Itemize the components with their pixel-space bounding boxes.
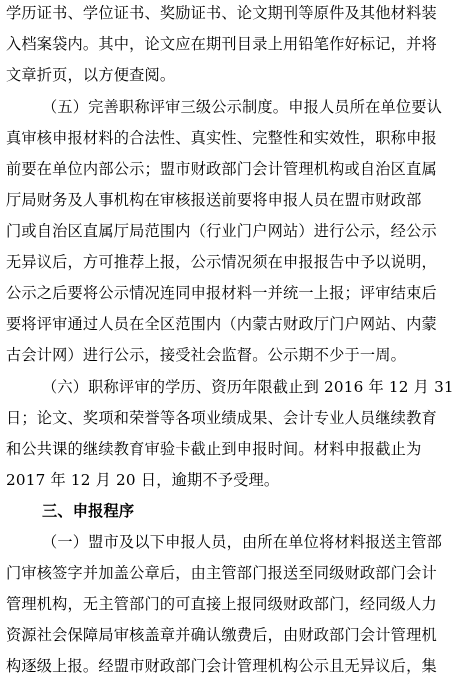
text-line: 构逐级上报。经盟市财政部门会计管理机构公示且无异议后，集	[6, 657, 437, 675]
text-line: 门审核签字并加盖公章后，由主管部门报送至同级财政部门会计	[6, 564, 437, 582]
text-line: 真审核申报材料的合法性、真实性、完整性和实效性，职称申报	[6, 129, 437, 147]
text-line: 古会计网）进行公示，接受社会监督。公示期不少于一周。	[6, 346, 407, 364]
text-line: 无异议后，方可推荐上报，公示情况须在申报报告中予以说明，	[6, 253, 437, 271]
text-line: 前要在单位内部公示；盟市财政部门会计管理机构或自治区直属	[6, 160, 437, 178]
text-line: 门或自治区直属厅局范围内（行业门户网站）进行公示，经公示	[6, 222, 437, 240]
paragraph-first-line: （六）职称评审的学历、资历年限截止到 2016 年 12 月 31	[42, 378, 454, 396]
paragraph-first-line: （五）完善职称评审三级公示制度。申报人员所在单位要认	[42, 98, 443, 116]
text-line: 资源社会保障局审核盖章并确认缴费后，由财政部门会计管理机	[6, 626, 437, 644]
text-line: 2017 年 12 月 20 日，逾期不予受理。	[6, 471, 280, 489]
text-line: 学历证书、学位证书、奖励证书、论文期刊等原件及其他材料装	[6, 4, 437, 22]
text-line: 入档案袋内。其中，论文应在期刊目录上用铅笔作好标记，并将	[6, 35, 437, 53]
paragraph-first-line: （一）盟市及以下申报人员，由所在单位将材料报送主管部	[42, 533, 443, 551]
text-line: 日；论文、奖项和荣誉等各项业绩成果、会计专业人员继续教育	[6, 409, 437, 427]
text-line: 厅局财务及人事机构在审核报送前要将申报人员在盟市财政部	[6, 191, 422, 209]
text-line: 文章折页，以方便查阅。	[6, 66, 176, 84]
text-line: 公示之后要将公示情况连同申报材料一并统一上报；评审结束后	[6, 284, 437, 302]
text-line: 和公共课的继续教育审验卡截止到申报时间。材料申报截止为	[6, 440, 422, 458]
text-line: 要将评审通过人员在全区范围内（内蒙古财政厅门户网站、内蒙	[6, 315, 437, 333]
text-line: 管理机构，无主管部门的可直接上报同级财政部门，经同级人力	[6, 595, 437, 613]
section-heading: 三、申报程序	[42, 502, 135, 520]
